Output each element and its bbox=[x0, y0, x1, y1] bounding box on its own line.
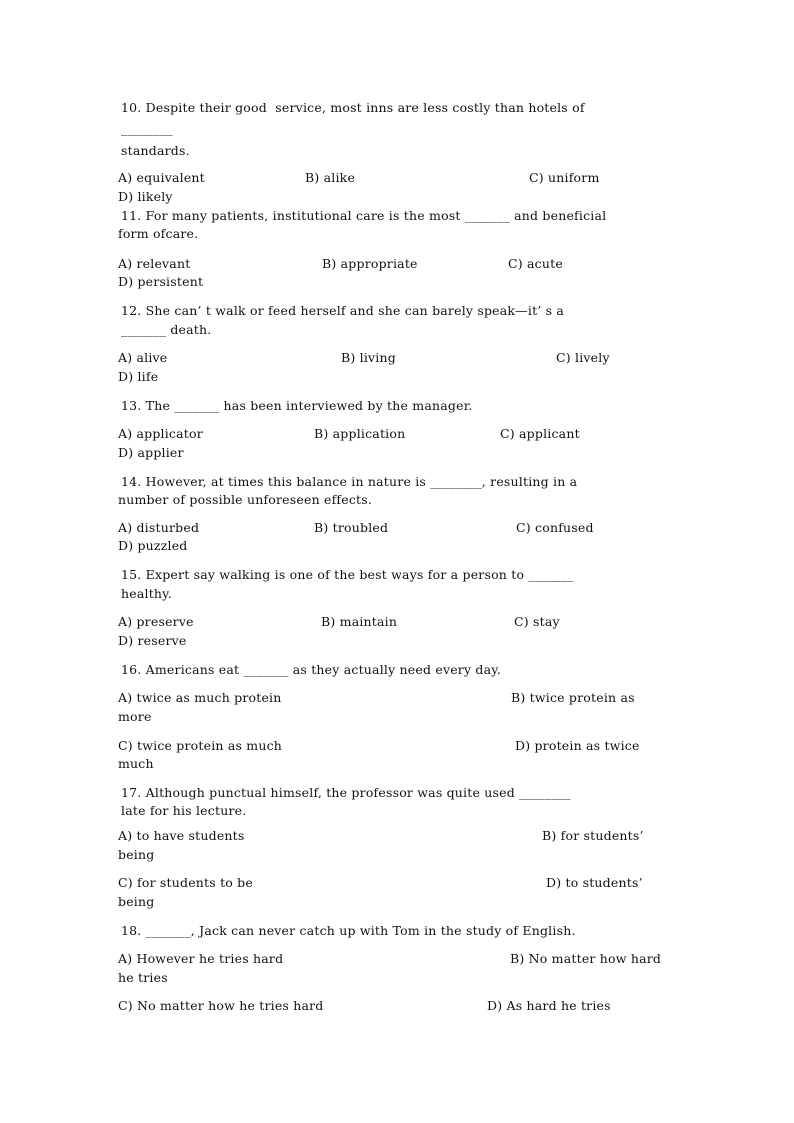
question-12-option-d: D) life bbox=[118, 369, 159, 384]
question-17-option-d-cont: being bbox=[118, 894, 155, 909]
question-12-stem-line-2: _______ death. bbox=[121, 322, 212, 337]
question-11-option-b: B) appropriate bbox=[322, 256, 418, 271]
question-15-option-c: C) stay bbox=[514, 614, 560, 629]
question-12-option-a: A) alive bbox=[118, 350, 168, 365]
question-11-option-a: A) relevant bbox=[118, 256, 191, 271]
question-15-option-d: D) reserve bbox=[118, 633, 187, 648]
question-16-option-d: D) protein as twice bbox=[515, 738, 640, 753]
question-10-option-d: D) likely bbox=[118, 189, 173, 204]
question-15-stem-line-2: healthy. bbox=[121, 586, 172, 601]
question-14-option-c: C) confused bbox=[516, 520, 594, 535]
question-10-option-c: C) uniform bbox=[529, 170, 600, 185]
question-10-option-a: A) equivalent bbox=[118, 170, 205, 185]
question-16-option-a: A) twice as much protein bbox=[118, 690, 282, 705]
question-11-stem-line-2: form ofcare. bbox=[118, 226, 199, 241]
question-18-option-d: D) As hard he tries bbox=[487, 998, 611, 1013]
question-15-stem-line-1: 15. Expert say walking is one of the best ways for a person to _______ bbox=[121, 567, 574, 582]
question-10-stem-line-1: 10. Despite their good service, most inns are less costly than hotels of bbox=[121, 100, 585, 115]
question-17-option-b: B) for students’ bbox=[542, 828, 644, 843]
question-13-option-a: A) applicator bbox=[118, 426, 203, 441]
question-17-option-a: A) to have students bbox=[118, 828, 245, 843]
question-17-stem-line-1: 17. Although punctual himself, the professor was quite used ________ bbox=[121, 785, 571, 800]
question-10-blank: ________ bbox=[121, 121, 173, 136]
question-17-option-c: C) for students to be bbox=[118, 875, 253, 890]
question-10-option-b: B) alike bbox=[305, 170, 356, 185]
question-17-option-d: D) to students’ bbox=[546, 875, 643, 890]
question-17-stem-line-2: late for his lecture. bbox=[121, 803, 247, 818]
question-15-option-b: B) maintain bbox=[321, 614, 398, 629]
question-14-stem-line-2: number of possible unforeseen effects. bbox=[118, 492, 373, 507]
question-10-stem-line-2: standards. bbox=[121, 143, 190, 158]
question-16-option-b: B) twice protein as bbox=[511, 690, 635, 705]
question-14-option-a: A) disturbed bbox=[118, 520, 200, 535]
question-16-option-c: C) twice protein as much bbox=[118, 738, 283, 753]
question-11-option-c: C) acute bbox=[508, 256, 563, 271]
question-12-option-b: B) living bbox=[341, 350, 396, 365]
question-13-option-c: C) applicant bbox=[500, 426, 580, 441]
question-12-option-c: C) lively bbox=[556, 350, 610, 365]
question-13-option-d: D) applier bbox=[118, 445, 184, 460]
question-11-option-d: D) persistent bbox=[118, 274, 204, 289]
question-18-option-b-cont: he tries bbox=[118, 970, 168, 985]
question-13-stem: 13. The _______ has been interviewed by the manager. bbox=[121, 398, 473, 413]
question-15-option-a: A) preserve bbox=[118, 614, 194, 629]
question-14-option-d: D) puzzled bbox=[118, 538, 188, 553]
question-14-option-b: B) troubled bbox=[314, 520, 389, 535]
question-18-option-b: B) No matter how hard bbox=[510, 951, 662, 966]
question-13-option-b: B) application bbox=[314, 426, 406, 441]
question-16-stem: 16. Americans eat _______ as they actually need every day. bbox=[121, 662, 502, 677]
question-18-stem: 18. _______, Jack can never catch up with Tom in the study of English. bbox=[121, 923, 576, 938]
question-18-option-a: A) However he tries hard bbox=[118, 951, 284, 966]
question-16-option-b-cont: more bbox=[118, 709, 152, 724]
question-14-stem-line-1: 14. However, at times this balance in nature is ________, resulting in a bbox=[121, 474, 578, 489]
question-17-option-b-cont: being bbox=[118, 847, 155, 862]
question-12-stem-line-1: 12. She can’ t walk or feed herself and she can barely speak—it’ s a bbox=[121, 303, 565, 318]
question-18-option-c: C) No matter how he tries hard bbox=[118, 998, 324, 1013]
question-11-stem-line-1: 11. For many patients, institutional care is the most _______ and beneficial bbox=[121, 208, 607, 223]
question-16-option-d-cont: much bbox=[118, 756, 154, 771]
